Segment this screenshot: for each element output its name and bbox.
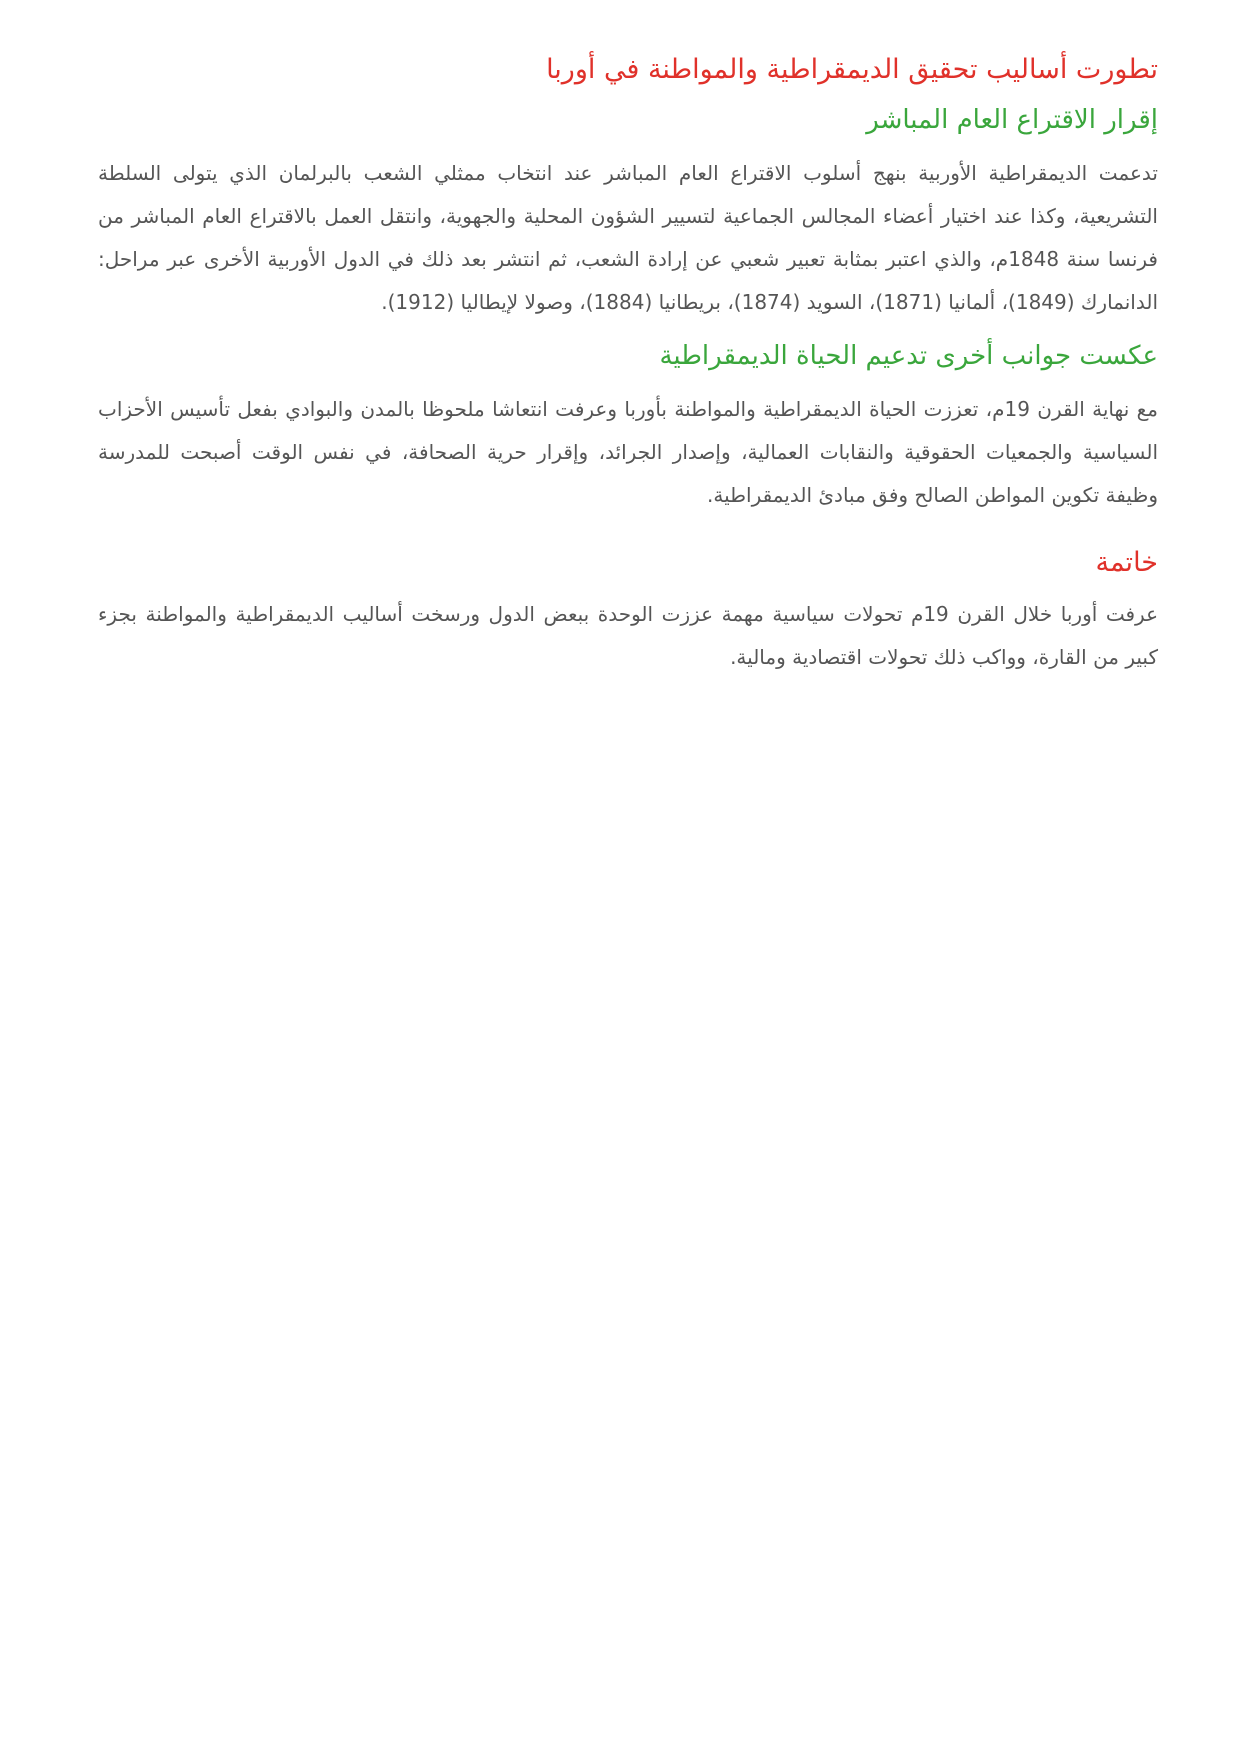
section-heading-democratic-life: عكست جوانب أخرى تدعيم الحياة الديمقراطية	[659, 341, 1158, 371]
page-title: تطورت أساليب تحقيق الديمقراطية والمواطنة في أوربا	[546, 54, 1158, 85]
conclusion-heading: خاتمة	[1095, 547, 1158, 578]
section-body-democratic-life: مع نهاية القرن 19م، تعززت الحياة الديمقراطية والمواطنة بأوربا وعرفت انتعاشا ملحوظا بالمدن والبوادي بفعل تأسيس الأحزاب السياسية والجمعيات الحقوقية والنقابات العمالية، وإصدار الجرائد، وإقرار حرية الصحافة، في نفس الوقت أصبحت للمدرسة وظيفة تكوين المواطن الصالح وفق مبادئ الديمقراطية.	[98, 397, 1158, 507]
section-body-suffrage: تدعمت الديمقراطية الأوربية بنهج أسلوب الاقتراع العام المباشر عند انتخاب ممثلي الشعب بالبرلمان الذي يتولى السلطة التشريعية، وكذا عند اختيار أعضاء المجالس الجماعية لتسيير الشؤون المحلية والجهوية، وانتقل العمل بالاقتراع العام المباشر من فرنسا سنة 1848م، والذي اعتبر بمثابة تعبير شعبي عن إرادة الشعب، ثم انتشر بعد ذلك في الدول الأوربية الأخرى عبر مراحل: الدانمارك (1849)، ألمانيا (1871)، السويد (1874)، بريطانيا (1884)، وصولا لإيطاليا (1912).	[98, 161, 1158, 314]
section-heading-suffrage: إقرار الاقتراع العام المباشر	[866, 105, 1158, 135]
conclusion-body: عرفت أوربا خلال القرن 19م تحولات سياسية مهمة عززت الوحدة ببعض الدول ورسخت أساليب الديمقراطية والمواطنة بجزء كبير من القارة، وواكب ذلك تحولات اقتصادية ومالية.	[98, 602, 1158, 669]
